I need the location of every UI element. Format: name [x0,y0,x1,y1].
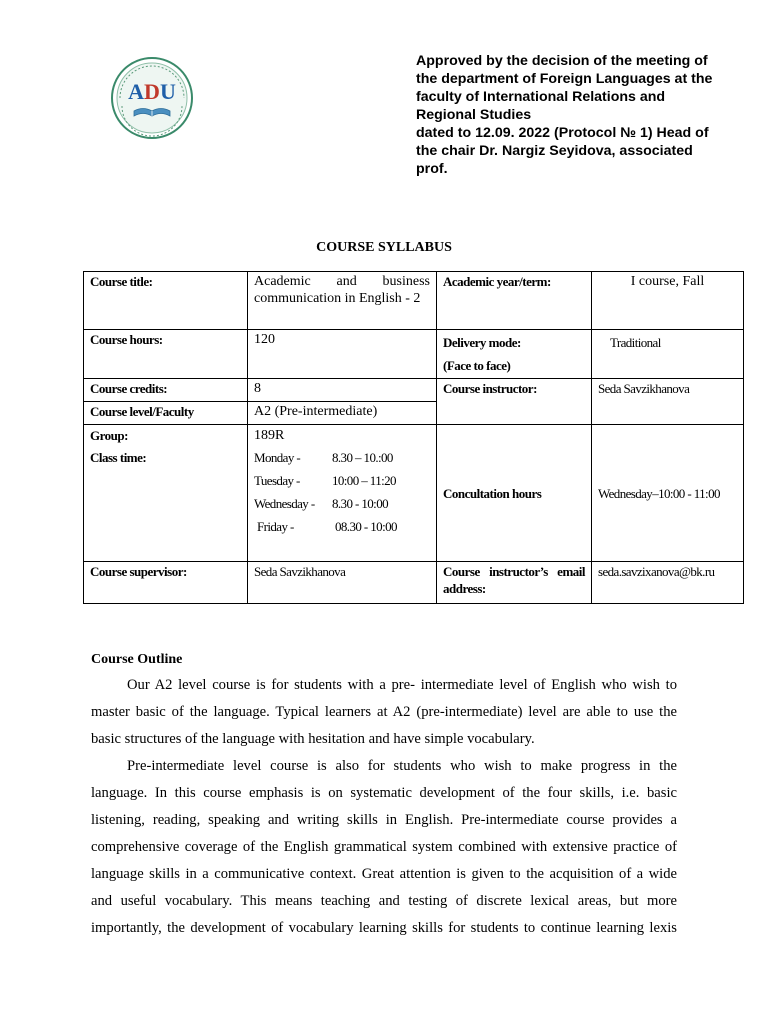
outline-line: language skills in a communicative context. Great attention is given to the acquisition of a wide [91,866,677,882]
course-hours-value: 120 [248,330,437,379]
credits-label: Course credits: [84,379,248,402]
email-label: Course instructor’s email address: [437,562,592,604]
outline-line: language. In this course emphasis is on systematic development of the four skills, i.e. basic [91,785,677,801]
delivery-mode-sub: (Face to face) [443,358,511,373]
level-value: A2 (Pre-intermediate) [248,402,437,425]
approval-line: Regional Studies [416,107,532,123]
credits-value: 8 [248,379,437,402]
adu-logo [110,56,194,140]
approval-note [416,52,746,178]
schedule-day: Tuesday - [254,473,300,488]
outline-line: master basic of the language. Typical learners at A2 (pre-intermediate) level are able to use the [91,704,677,720]
outline-line: and useful vocabulary. This means teaching and testing of discrete lexical areas, but more [91,893,677,909]
outline-line: basic structures of the language with hesitation and have simple vocabulary. [91,731,535,747]
course-title-value: Academic and business communication in English - 2 [248,272,437,330]
schedule-row [254,469,430,492]
outline-line: importantly, the development of vocabulary learning skills for students to continue learning lexis [91,920,677,936]
schedule-row [254,446,430,469]
schedule-day: Friday - [257,519,294,534]
supervisor-label: Course supervisor: [84,562,248,604]
instructor-label: Course instructor: [437,379,592,425]
svg-text:ADU: ADU [128,79,176,104]
year-term-label: Academic year/term: [437,272,592,330]
consultation-label: Concultation hours [437,425,592,562]
table-row [84,272,744,330]
group-value: 189R [254,428,285,443]
schedule-day: Monday - [254,450,301,465]
consultation-value: Wednesday–10:00 - 11:00 [592,425,744,562]
schedule-time: 8.30 – 10.:00 [332,450,393,465]
group-schedule-values [248,425,437,562]
email-value: seda.savzixanova@bk.ru [592,562,744,604]
supervisor-value: Seda Savzikhanova [248,562,437,604]
delivery-mode-cell [437,330,592,379]
level-label: Course level/Faculty [84,402,248,425]
group-class-time-labels [84,425,248,562]
table-row [84,562,744,604]
schedule-row [254,515,430,538]
course-info-table [83,271,744,604]
class-schedule [254,446,430,538]
outline-body [91,672,677,942]
delivery-mode-label: Delivery mode: [443,335,521,350]
year-term-value: I course, Fall [592,272,744,330]
approval-line: faculty of International Relations and [416,89,666,105]
delivery-mode-value [592,330,744,379]
approval-line: Approved by the decision of the meeting of [416,53,708,69]
table-row [84,425,744,562]
approval-line: the chair Dr. Nargiz Seyidova, associated [416,143,693,159]
schedule-time: 08.30 - 10:00 [335,519,397,534]
instructor-value: Seda Savzikhanova [592,379,744,425]
delivery-mode-text: Traditional [610,335,661,350]
class-time-label: Class time: [90,450,147,465]
outline-line: comprehensive coverage of the English grammatical system combined with extensive practice of [91,839,677,855]
course-title-label: Course title: [84,272,248,330]
schedule-row [254,492,430,515]
course-hours-label: Course hours: [84,330,248,379]
schedule-time: 10:00 – 11:20 [332,473,396,488]
approval-line: dated to 12.09. 2022 (Protocol № 1) Head of [416,125,709,141]
outline-line: listening, reading, speaking and writing skills in English. Pre-intermediate course provides a [91,812,677,828]
group-label: Group: [90,428,128,443]
outline-title: Course Outline [91,652,183,667]
schedule-day: Wednesday - [254,496,315,511]
outline-line: Our A2 level course is for students with a pre- intermediate level of English who wish to [127,677,677,693]
table-row [84,379,744,402]
approval-line: the department of Foreign Languages at the [416,71,713,87]
table-row [84,330,744,379]
schedule-time: 8.30 - 10:00 [332,496,388,511]
outline-line: Pre-intermediate level course is also for students who wish to make progress in the [127,758,677,774]
approval-line: prof. [416,161,448,177]
syllabus-title: COURSE SYLLABUS [316,240,452,255]
